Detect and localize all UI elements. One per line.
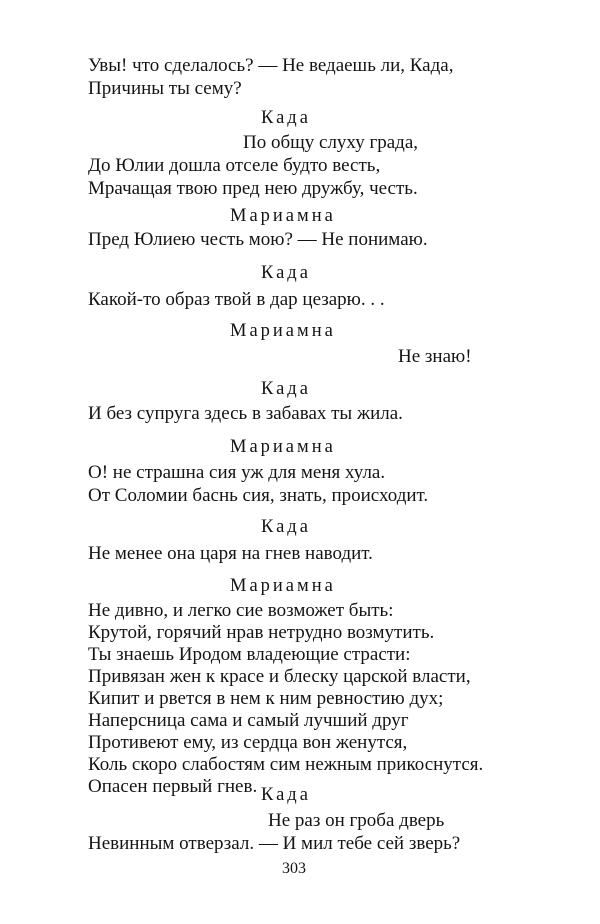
verse-line: По общу слуху града, bbox=[243, 132, 419, 153]
verse-line: Коль скоро слабостям сим нежным прикоснутся. bbox=[88, 754, 484, 775]
verse-line: До Юлии дошла отселе будто весть, bbox=[88, 155, 381, 176]
verse-line: Увы! что сделалось? — Не ведаешь ли, Када, bbox=[88, 55, 454, 76]
verse-line: Противеют ему, из сердца вон женутся, bbox=[88, 732, 408, 753]
verse-line: Крутой, горячий нрав нетрудно возмутить. bbox=[88, 622, 435, 643]
verse-line: Какой-то образ твой в дар цезарю. . . bbox=[88, 289, 385, 310]
verse-line: Ты знаешь Иродом владеющие страсти: bbox=[88, 644, 411, 665]
verse-line: Не раз он гроба дверь bbox=[268, 810, 445, 831]
speaker-name: Када bbox=[261, 108, 311, 128]
page-number: 303 bbox=[282, 860, 306, 877]
verse-line: И без супруга здесь в забавах ты жила. bbox=[88, 403, 403, 424]
verse-line: Причины ты сему? bbox=[88, 78, 242, 99]
speaker-name: Када bbox=[261, 263, 311, 283]
speaker-name: Мариамна bbox=[230, 576, 336, 596]
verse-line: О! не страшна сия уж для меня хула. bbox=[88, 462, 386, 483]
speaker-name: Мариамна bbox=[230, 206, 336, 226]
verse-line: Кипит и рвется в нем к ним ревностию дух; bbox=[88, 688, 444, 709]
verse-line: Мрачащая твою пред нею дружбу, честь. bbox=[88, 178, 418, 199]
speaker-name: Мариамна bbox=[230, 437, 336, 457]
speaker-name: Када bbox=[261, 785, 311, 805]
verse-line: Привязан жен к красе и блеску царской власти, bbox=[88, 666, 471, 687]
verse-line: Опасен первый гнев. bbox=[88, 776, 258, 797]
verse-line: Пред Юлиею честь мою? — Не понимаю. bbox=[88, 229, 428, 250]
speaker-name: Када bbox=[261, 517, 311, 537]
verse-line: Невинным отверзал. — И мил тебе сей зверь? bbox=[88, 833, 461, 854]
speaker-name: Мариамна bbox=[230, 321, 336, 341]
speaker-name: Када bbox=[261, 379, 311, 399]
verse-line: От Соломии баснь сия, знать, происходит. bbox=[88, 485, 429, 506]
verse-line: Не знаю! bbox=[398, 346, 472, 367]
verse-line: Не дивно, и легко сие возможет быть: bbox=[88, 600, 394, 621]
verse-line: Наперсница сама и самый лучший друг bbox=[88, 710, 409, 731]
verse-line: Не менее она царя на гнев наводит. bbox=[88, 543, 373, 564]
